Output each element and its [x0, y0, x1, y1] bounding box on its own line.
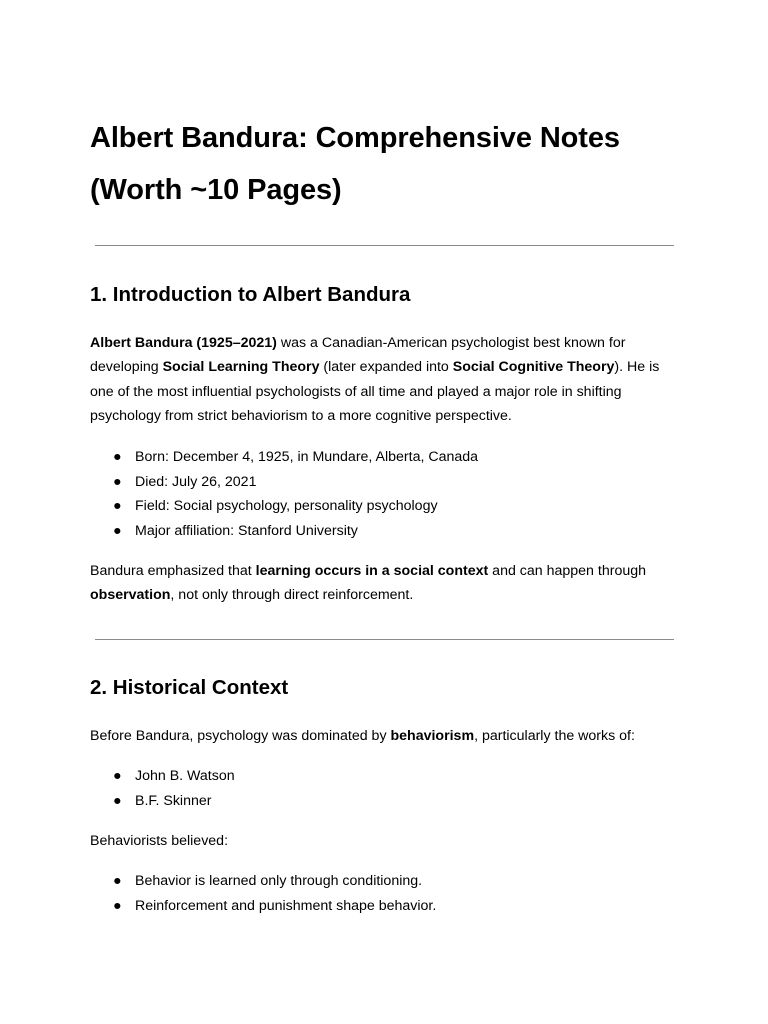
bullet-icon: ●	[113, 873, 122, 889]
bold-observation: observation	[90, 587, 171, 604]
list-item-text: Behavior is learned only through conditioning.	[135, 873, 423, 889]
bullet-icon: ●	[113, 522, 122, 539]
bold-behaviorism: behaviorism	[390, 728, 475, 744]
horizontal-divider	[95, 639, 674, 640]
list-item	[90, 519, 680, 544]
document-title: Albert Bandura: Comprehensive Notes (Worth ~10 Pages)	[90, 122, 620, 206]
horizontal-divider	[95, 245, 674, 246]
paragraph-text: was a Canadian-American psychologist best known for developing	[90, 335, 626, 376]
list-item	[90, 445, 680, 470]
list-item	[90, 494, 680, 519]
paragraph-text: (later expanded into	[319, 359, 453, 376]
bold-name-dates: Albert Bandura (1925–2021)	[90, 335, 277, 351]
list-item	[90, 789, 680, 814]
list-item	[90, 764, 680, 789]
paragraph-text: , not only through direct reinforcement.	[170, 587, 414, 604]
bullet-icon: ●	[113, 473, 122, 490]
bold-social-context: learning occurs in a social context	[255, 563, 489, 579]
bullet-icon: ●	[113, 449, 122, 465]
list-item-text: Born: December 4, 1925, in Mundare, Alberta, Canada	[135, 449, 479, 465]
paragraph-text: ). He is one of the most influential psychologists of all time and played a major role in shifting psychology from strict behaviorism to a more cognitive perspective.	[90, 359, 660, 425]
section-heading-introduction: 1. Introduction to Albert Bandura	[90, 283, 411, 306]
paragraph-text: , particularly the works of:	[474, 728, 635, 744]
bullet-icon: ●	[113, 897, 122, 914]
bold-social-cognitive-theory: Social Cognitive Theory	[452, 359, 615, 376]
section-heading-historical-context: 2. Historical Context	[90, 676, 289, 699]
beliefs-bullet-list	[90, 869, 680, 918]
biography-bullet-list	[90, 445, 680, 543]
introduction-closing-paragraph	[90, 559, 680, 608]
list-item-text: Died: July 26, 2021	[135, 473, 257, 490]
introduction-paragraph	[90, 331, 680, 429]
list-item-text: Reinforcement and punishment shape behavior.	[135, 897, 437, 914]
paragraph-text: Before Bandura, psychology was dominated by	[90, 728, 391, 744]
bullet-icon: ●	[113, 768, 122, 784]
list-item-text: B.F. Skinner	[135, 792, 212, 809]
list-item-text: Major affiliation: Stanford University	[135, 522, 358, 539]
list-item	[90, 470, 680, 495]
bullet-icon: ●	[113, 498, 122, 514]
paragraph-text: Bandura emphasized that	[90, 563, 256, 579]
list-item	[90, 869, 680, 894]
behaviorists-bullet-list	[90, 764, 680, 813]
list-item-text: Field: Social psychology, personality psychology	[135, 498, 438, 514]
bold-social-learning-theory: Social Learning Theory	[162, 359, 320, 376]
bullet-icon: ●	[113, 792, 122, 809]
historical-context-paragraph	[90, 724, 680, 748]
behaviorists-believed-paragraph: Behaviorists believed:	[90, 833, 229, 849]
paragraph-text: and can happen through	[488, 563, 647, 579]
list-item	[90, 894, 680, 919]
list-item-text: John B. Watson	[135, 768, 235, 784]
